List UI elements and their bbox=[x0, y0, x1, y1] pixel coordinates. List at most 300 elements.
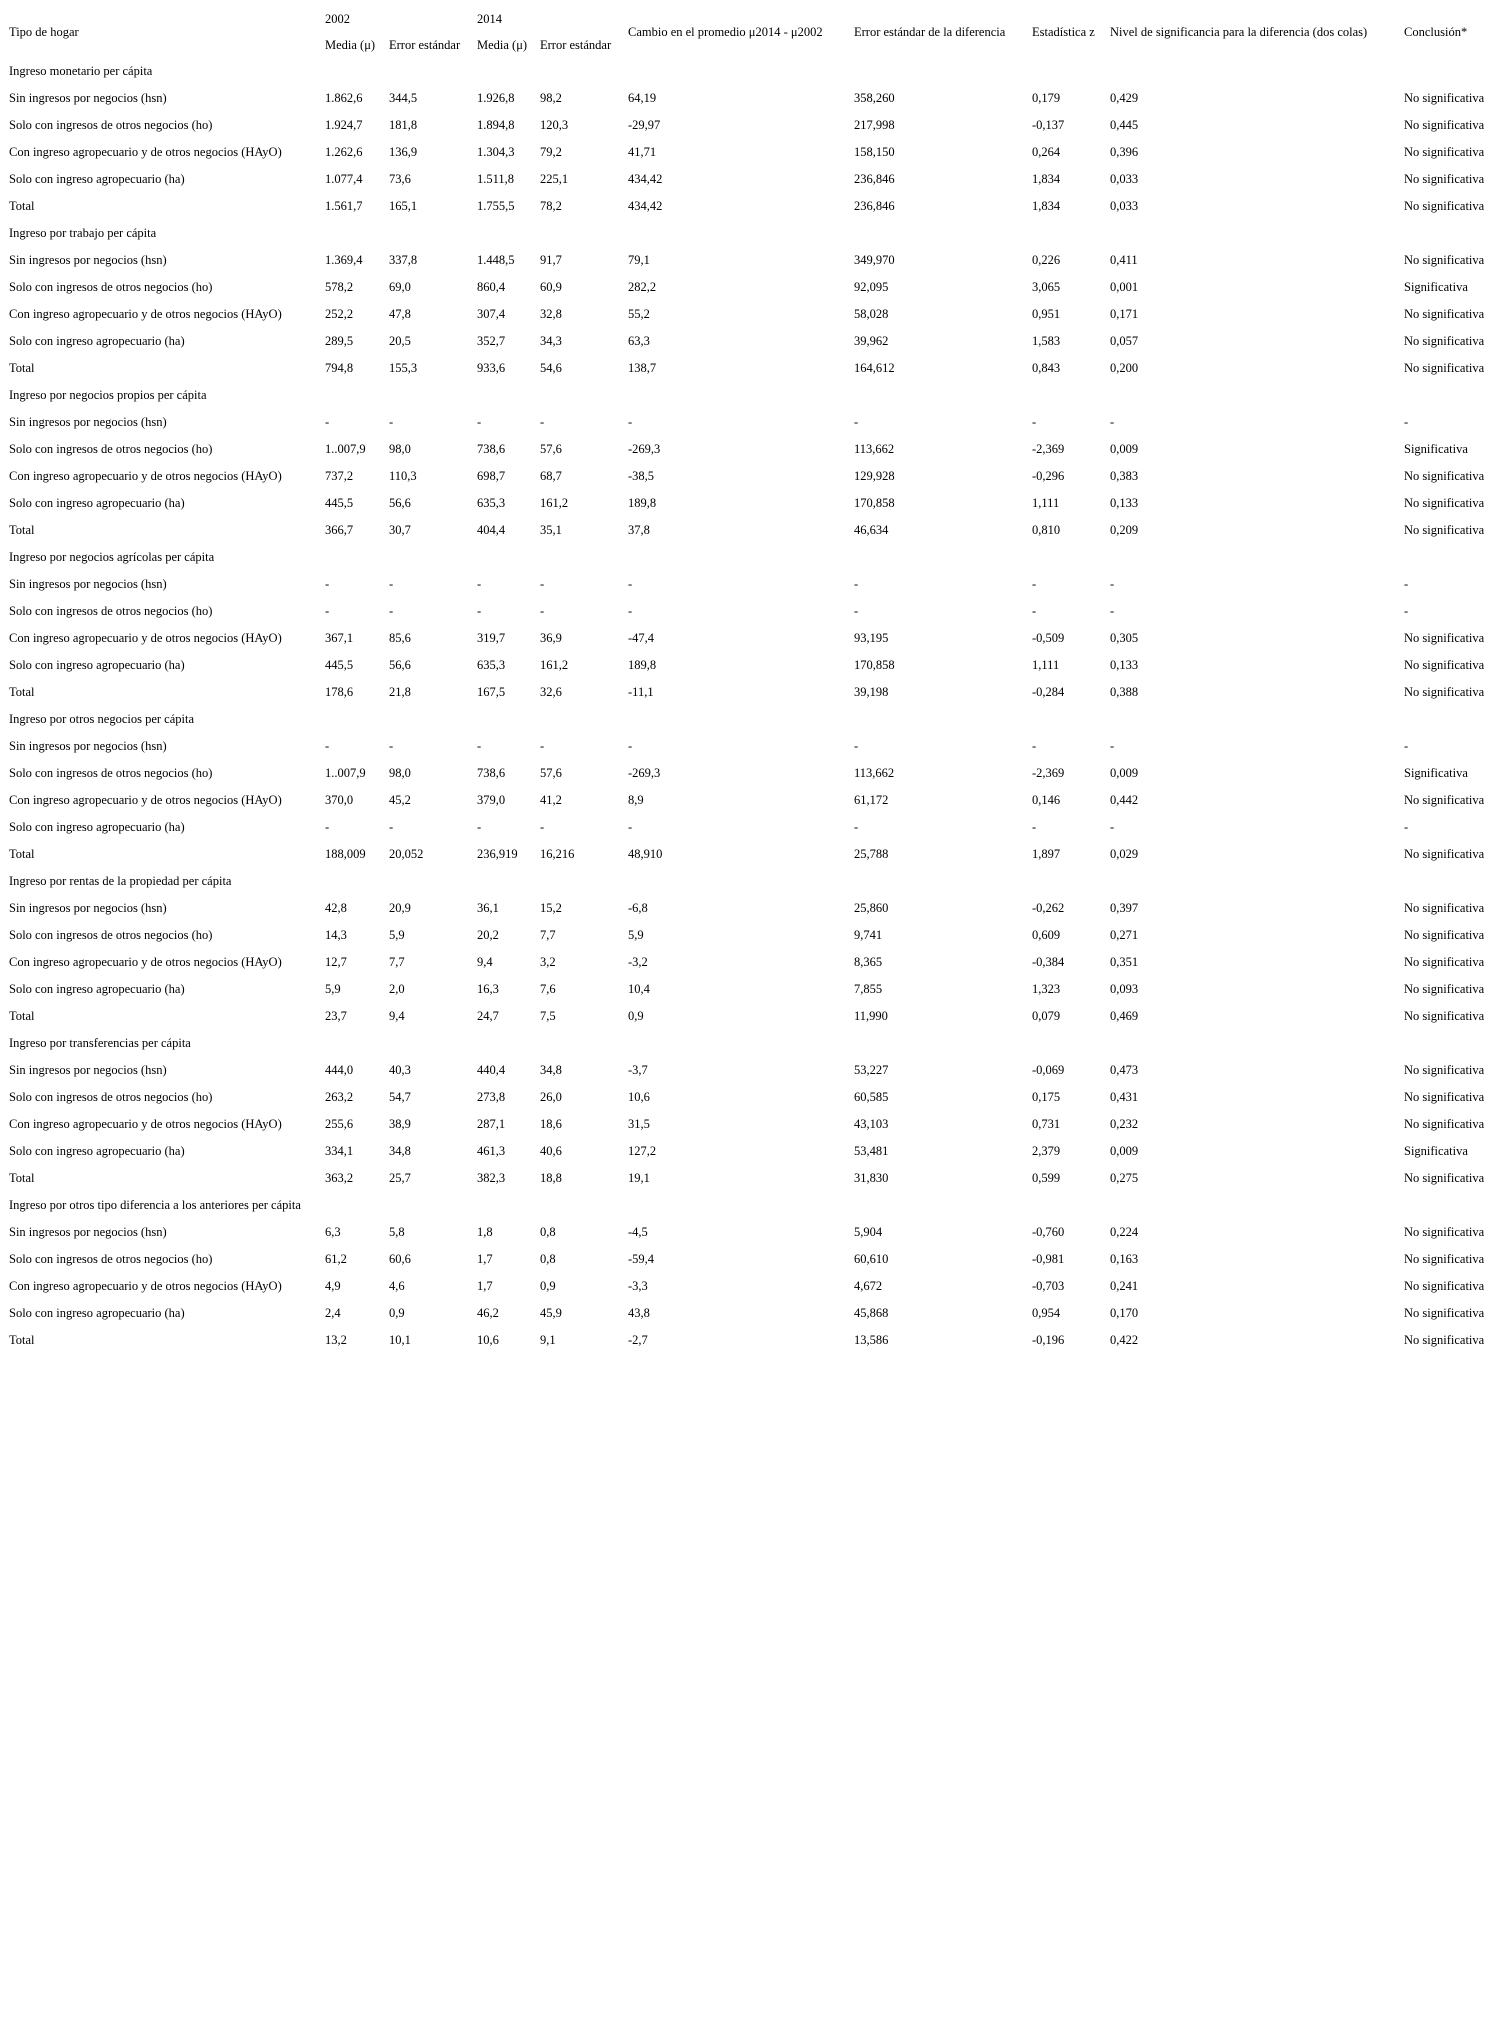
error-2002: 40,3 bbox=[389, 1063, 411, 1077]
error-diferencia: 113,662 bbox=[854, 766, 895, 780]
nivel-significancia: 0,171 bbox=[1110, 307, 1139, 321]
cambio: 37,8 bbox=[628, 523, 650, 537]
table-row bbox=[8, 652, 1495, 679]
media-2014: 10,6 bbox=[477, 1333, 499, 1347]
media-2002: 23,7 bbox=[325, 1009, 347, 1023]
media-2002: 1..007,9 bbox=[325, 442, 366, 456]
table-row bbox=[8, 301, 1495, 328]
error-2014: 57,6 bbox=[540, 766, 562, 780]
error-diferencia: 158,150 bbox=[854, 145, 895, 159]
section-title: Ingreso por otros tipo diferencia a los anteriores per cápita bbox=[9, 1198, 301, 1212]
estadistica-z: 3,065 bbox=[1032, 280, 1061, 294]
table-row bbox=[8, 112, 1495, 139]
media-2002: 1.862,6 bbox=[325, 91, 363, 105]
cambio: -4,5 bbox=[628, 1225, 648, 1239]
estadistica-z: 1,111 bbox=[1032, 658, 1060, 672]
error-2014: 0,8 bbox=[540, 1225, 556, 1239]
estadistica-z: 0,175 bbox=[1032, 1090, 1061, 1104]
conclusion: No significativa bbox=[1404, 1117, 1485, 1131]
table-row bbox=[8, 463, 1495, 490]
conclusion: No significativa bbox=[1404, 172, 1485, 186]
error-diferencia: 13,586 bbox=[854, 1333, 889, 1347]
conclusion: No significativa bbox=[1404, 253, 1485, 267]
error-2014: - bbox=[540, 415, 545, 429]
media-2014: 382,3 bbox=[477, 1171, 506, 1185]
error-2002: 45,2 bbox=[389, 793, 411, 807]
error-diferencia: 217,998 bbox=[854, 118, 895, 132]
table-row bbox=[8, 409, 1495, 436]
estadistica-z: 1,834 bbox=[1032, 172, 1061, 186]
media-2014: 698,7 bbox=[477, 469, 506, 483]
media-2014: 167,5 bbox=[477, 685, 506, 699]
media-2014: 379,0 bbox=[477, 793, 506, 807]
row-tipo-hogar: Total bbox=[9, 1333, 35, 1347]
estadistica-z: -0,262 bbox=[1032, 901, 1065, 915]
media-2002: - bbox=[325, 415, 330, 429]
cambio: 282,2 bbox=[628, 280, 657, 294]
nivel-significancia: - bbox=[1110, 739, 1115, 753]
section-title: Ingreso por negocios agrícolas per cápita bbox=[9, 550, 215, 564]
table-row bbox=[8, 625, 1495, 652]
nivel-significancia: 0,431 bbox=[1110, 1090, 1139, 1104]
error-2002: 34,8 bbox=[389, 1144, 411, 1158]
estadistica-z: 0,951 bbox=[1032, 307, 1061, 321]
media-2014: 635,3 bbox=[477, 496, 506, 510]
row-tipo-hogar: Solo con ingresos de otros negocios (ho) bbox=[9, 1252, 213, 1266]
error-2014: 18,6 bbox=[540, 1117, 562, 1131]
cambio: - bbox=[628, 739, 633, 753]
table-row bbox=[8, 841, 1495, 868]
media-2002: 289,5 bbox=[325, 334, 354, 348]
table-row bbox=[8, 787, 1495, 814]
media-2014: 16,3 bbox=[477, 982, 499, 996]
nivel-significancia: 0,232 bbox=[1110, 1117, 1139, 1131]
error-2014: 98,2 bbox=[540, 91, 562, 105]
conclusion: No significativa bbox=[1404, 793, 1485, 807]
significance-table bbox=[6, 6, 1497, 1354]
error-diferencia: - bbox=[854, 739, 859, 753]
conclusion: Significativa bbox=[1404, 1144, 1468, 1158]
nivel-significancia: 0,388 bbox=[1110, 685, 1139, 699]
estadistica-z: 0,599 bbox=[1032, 1171, 1061, 1185]
media-2002: 445,5 bbox=[325, 658, 354, 672]
error-diferencia: 43,103 bbox=[854, 1117, 889, 1131]
estadistica-z: -0,284 bbox=[1032, 685, 1065, 699]
media-2014: 933,6 bbox=[477, 361, 506, 375]
row-tipo-hogar: Total bbox=[9, 361, 35, 375]
error-2002: 10,1 bbox=[389, 1333, 411, 1347]
estadistica-z: 0,954 bbox=[1032, 1306, 1061, 1320]
error-diferencia: 170,858 bbox=[854, 658, 895, 672]
nivel-significancia: - bbox=[1110, 577, 1115, 591]
error-diferencia: 9,741 bbox=[854, 928, 883, 942]
error-2002: - bbox=[389, 739, 394, 753]
estadistica-z: - bbox=[1032, 415, 1037, 429]
cambio: - bbox=[628, 820, 633, 834]
conclusion: No significativa bbox=[1404, 685, 1485, 699]
cambio: -6,8 bbox=[628, 901, 648, 915]
section-title: Ingreso por transferencias per cápita bbox=[9, 1036, 191, 1050]
cambio: 48,910 bbox=[628, 847, 663, 861]
error-2002: - bbox=[389, 820, 394, 834]
table-row bbox=[8, 490, 1495, 517]
estadistica-z: 0,609 bbox=[1032, 928, 1061, 942]
media-2002: 5,9 bbox=[325, 982, 341, 996]
media-2002: 4,9 bbox=[325, 1279, 341, 1293]
error-2002: 98,0 bbox=[389, 442, 411, 456]
row-tipo-hogar: Total bbox=[9, 685, 35, 699]
table-row bbox=[8, 1273, 1495, 1300]
media-2002: 178,6 bbox=[325, 685, 354, 699]
cambio: 41,71 bbox=[628, 145, 657, 159]
nivel-significancia: 0,170 bbox=[1110, 1306, 1139, 1320]
error-2002: 30,7 bbox=[389, 523, 411, 537]
error-diferencia: 349,970 bbox=[854, 253, 895, 267]
error-2014: 35,1 bbox=[540, 523, 562, 537]
error-diferencia: 4,672 bbox=[854, 1279, 883, 1293]
cambio: - bbox=[628, 415, 633, 429]
table-row bbox=[8, 166, 1495, 193]
nivel-significancia: 0,093 bbox=[1110, 982, 1139, 996]
cambio: 31,5 bbox=[628, 1117, 650, 1131]
cambio: 79,1 bbox=[628, 253, 650, 267]
estadistica-z: -0,296 bbox=[1032, 469, 1065, 483]
media-2014: 287,1 bbox=[477, 1117, 506, 1131]
table-row bbox=[8, 1111, 1495, 1138]
media-2002: 1.924,7 bbox=[325, 118, 363, 132]
error-diferencia: 236,846 bbox=[854, 199, 895, 213]
media-2002: 6,3 bbox=[325, 1225, 341, 1239]
media-2014: 273,8 bbox=[477, 1090, 506, 1104]
cambio: -2,7 bbox=[628, 1333, 648, 1347]
cambio: -3,2 bbox=[628, 955, 648, 969]
table-row bbox=[8, 85, 1495, 112]
media-2002: 794,8 bbox=[325, 361, 354, 375]
media-2014: 307,4 bbox=[477, 307, 506, 321]
media-2002: 14,3 bbox=[325, 928, 347, 942]
estadistica-z: -0,137 bbox=[1032, 118, 1065, 132]
error-diferencia: - bbox=[854, 415, 859, 429]
row-tipo-hogar: Solo con ingreso agropecuario (ha) bbox=[9, 820, 185, 834]
table-row bbox=[8, 1219, 1495, 1246]
error-2014: - bbox=[540, 577, 545, 591]
estadistica-z: 0,146 bbox=[1032, 793, 1061, 807]
media-2002: 366,7 bbox=[325, 523, 354, 537]
error-diferencia: 53,481 bbox=[854, 1144, 889, 1158]
media-2014: 1,8 bbox=[477, 1225, 493, 1239]
error-diferencia: 60,610 bbox=[854, 1252, 889, 1266]
media-2014: 1,7 bbox=[477, 1279, 493, 1293]
error-diferencia: 60,585 bbox=[854, 1090, 889, 1104]
conclusion: No significativa bbox=[1404, 1333, 1485, 1347]
cambio: 64,19 bbox=[628, 91, 657, 105]
error-2014: - bbox=[540, 739, 545, 753]
error-2014: 40,6 bbox=[540, 1144, 562, 1158]
error-2014: 34,8 bbox=[540, 1063, 562, 1077]
nivel-significancia: 0,001 bbox=[1110, 280, 1139, 294]
conclusion: No significativa bbox=[1404, 928, 1485, 942]
conclusion: Significativa bbox=[1404, 280, 1468, 294]
error-diferencia: 7,855 bbox=[854, 982, 883, 996]
conclusion: No significativa bbox=[1404, 469, 1485, 483]
cambio: -47,4 bbox=[628, 631, 655, 645]
table-row bbox=[8, 139, 1495, 166]
conclusion: - bbox=[1404, 415, 1409, 429]
media-2014: 236,919 bbox=[477, 847, 518, 861]
error-2014: - bbox=[540, 604, 545, 618]
error-2002: 20,9 bbox=[389, 901, 411, 915]
header-tipo-hogar: Tipo de hogar bbox=[9, 24, 79, 39]
estadistica-z: -0,069 bbox=[1032, 1063, 1065, 1077]
error-2002: 344,5 bbox=[389, 91, 418, 105]
row-tipo-hogar: Con ingreso agropecuario y de otros negocios (HAyO) bbox=[9, 307, 282, 321]
nivel-significancia: 0,469 bbox=[1110, 1009, 1139, 1023]
nivel-significancia: 0,224 bbox=[1110, 1225, 1139, 1239]
estadistica-z: -0,509 bbox=[1032, 631, 1065, 645]
error-2002: 54,7 bbox=[389, 1090, 411, 1104]
row-tipo-hogar: Solo con ingreso agropecuario (ha) bbox=[9, 982, 185, 996]
row-tipo-hogar: Total bbox=[9, 1171, 35, 1185]
estadistica-z: 1,834 bbox=[1032, 199, 1061, 213]
media-2002: 188,009 bbox=[325, 847, 366, 861]
conclusion: No significativa bbox=[1404, 1171, 1485, 1185]
error-diferencia: 53,227 bbox=[854, 1063, 889, 1077]
error-2002: 20,052 bbox=[389, 847, 424, 861]
table-row bbox=[8, 571, 1495, 598]
media-2002: 334,1 bbox=[325, 1144, 354, 1158]
estadistica-z: 0,226 bbox=[1032, 253, 1061, 267]
estadistica-z: 1,323 bbox=[1032, 982, 1061, 996]
cambio: 189,8 bbox=[628, 496, 657, 510]
row-tipo-hogar: Sin ingresos por negocios (hsn) bbox=[9, 1225, 167, 1239]
media-2014: 1.448,5 bbox=[477, 253, 515, 267]
row-tipo-hogar: Sin ingresos por negocios (hsn) bbox=[9, 253, 167, 267]
conclusion: No significativa bbox=[1404, 847, 1485, 861]
conclusion: No significativa bbox=[1404, 901, 1485, 915]
media-2002: 1.561,7 bbox=[325, 199, 363, 213]
media-2014: - bbox=[477, 820, 482, 834]
error-2002: 47,8 bbox=[389, 307, 411, 321]
error-2014: 7,6 bbox=[540, 982, 556, 996]
error-2002: 9,4 bbox=[389, 1009, 405, 1023]
conclusion: Significativa bbox=[1404, 442, 1468, 456]
error-diferencia: 5,904 bbox=[854, 1225, 883, 1239]
estadistica-z: - bbox=[1032, 820, 1037, 834]
media-2014: - bbox=[477, 577, 482, 591]
nivel-significancia: 0,411 bbox=[1110, 253, 1138, 267]
error-2014: 57,6 bbox=[540, 442, 562, 456]
cambio: -269,3 bbox=[628, 766, 661, 780]
error-diferencia: 164,612 bbox=[854, 361, 895, 375]
row-tipo-hogar: Con ingreso agropecuario y de otros negocios (HAyO) bbox=[9, 1117, 282, 1131]
section-header-row bbox=[8, 58, 1495, 85]
error-diferencia: 170,858 bbox=[854, 496, 895, 510]
nivel-significancia: - bbox=[1110, 820, 1115, 834]
table-row bbox=[8, 1300, 1495, 1327]
media-2002: 370,0 bbox=[325, 793, 354, 807]
media-2002: 263,2 bbox=[325, 1090, 354, 1104]
conclusion: No significativa bbox=[1404, 658, 1485, 672]
nivel-significancia: 0,241 bbox=[1110, 1279, 1139, 1293]
table-row bbox=[8, 193, 1495, 220]
cambio: 434,42 bbox=[628, 199, 663, 213]
error-diferencia: 31,830 bbox=[854, 1171, 889, 1185]
estadistica-z: 0,079 bbox=[1032, 1009, 1061, 1023]
error-2014: 0,8 bbox=[540, 1252, 556, 1266]
table-row bbox=[8, 1003, 1495, 1030]
section-header-row bbox=[8, 220, 1495, 247]
estadistica-z: - bbox=[1032, 739, 1037, 753]
nivel-significancia: 0,473 bbox=[1110, 1063, 1139, 1077]
estadistica-z: 0,810 bbox=[1032, 523, 1061, 537]
header-error-2002: Error estándar bbox=[389, 37, 461, 52]
section-title: Ingreso por trabajo per cápita bbox=[9, 226, 157, 240]
nivel-significancia: 0,351 bbox=[1110, 955, 1139, 969]
error-2002: 136,9 bbox=[389, 145, 418, 159]
error-2014: 16,216 bbox=[540, 847, 575, 861]
media-2014: 319,7 bbox=[477, 631, 506, 645]
row-tipo-hogar: Solo con ingresos de otros negocios (ho) bbox=[9, 928, 213, 942]
error-diferencia: 113,662 bbox=[854, 442, 895, 456]
media-2002: 42,8 bbox=[325, 901, 347, 915]
cambio: 127,2 bbox=[628, 1144, 657, 1158]
error-diferencia: 11,990 bbox=[854, 1009, 888, 1023]
error-2002: 5,9 bbox=[389, 928, 405, 942]
conclusion: - bbox=[1404, 820, 1409, 834]
conclusion: - bbox=[1404, 577, 1409, 591]
media-2002: - bbox=[325, 577, 330, 591]
nivel-significancia: 0,383 bbox=[1110, 469, 1139, 483]
error-2014: 26,0 bbox=[540, 1090, 562, 1104]
media-2002: - bbox=[325, 739, 330, 753]
row-tipo-hogar: Solo con ingreso agropecuario (ha) bbox=[9, 1144, 185, 1158]
media-2002: 1..007,9 bbox=[325, 766, 366, 780]
error-diferencia: 46,634 bbox=[854, 523, 889, 537]
nivel-significancia: - bbox=[1110, 415, 1115, 429]
nivel-significancia: 0,057 bbox=[1110, 334, 1139, 348]
conclusion: No significativa bbox=[1404, 631, 1485, 645]
header-year-2014: 2014 bbox=[477, 11, 502, 26]
estadistica-z: 0,264 bbox=[1032, 145, 1061, 159]
media-2002: - bbox=[325, 820, 330, 834]
conclusion: No significativa bbox=[1404, 523, 1485, 537]
table-row bbox=[8, 949, 1495, 976]
conclusion: No significativa bbox=[1404, 1252, 1485, 1266]
nivel-significancia: 0,009 bbox=[1110, 442, 1139, 456]
nivel-significancia: 0,442 bbox=[1110, 793, 1139, 807]
error-2002: 0,9 bbox=[389, 1306, 405, 1320]
media-2014: 860,4 bbox=[477, 280, 506, 294]
error-diferencia: - bbox=[854, 577, 859, 591]
nivel-significancia: 0,445 bbox=[1110, 118, 1139, 132]
cambio: 63,3 bbox=[628, 334, 650, 348]
header-error-diferencia: Error estándar de la diferencia bbox=[854, 24, 1006, 39]
estadistica-z: 1,583 bbox=[1032, 334, 1061, 348]
nivel-significancia: 0,163 bbox=[1110, 1252, 1139, 1266]
table-row bbox=[8, 517, 1495, 544]
error-2014: 32,8 bbox=[540, 307, 562, 321]
media-2014: 404,4 bbox=[477, 523, 506, 537]
estadistica-z: - bbox=[1032, 604, 1037, 618]
error-2014: 41,2 bbox=[540, 793, 562, 807]
conclusion: No significativa bbox=[1404, 1090, 1485, 1104]
error-2002: 2,0 bbox=[389, 982, 405, 996]
table-row bbox=[8, 976, 1495, 1003]
table-row bbox=[8, 274, 1495, 301]
table-row bbox=[8, 814, 1495, 841]
error-2002: 73,6 bbox=[389, 172, 411, 186]
error-2014: 91,7 bbox=[540, 253, 562, 267]
row-tipo-hogar: Total bbox=[9, 523, 35, 537]
row-tipo-hogar: Sin ingresos por negocios (hsn) bbox=[9, 577, 167, 591]
cambio: 0,9 bbox=[628, 1009, 644, 1023]
header-cambio: Cambio en el promedio μ2014 - μ2002 bbox=[628, 24, 823, 39]
section-title: Ingreso por otros negocios per cápita bbox=[9, 712, 195, 726]
nivel-significancia: 0,033 bbox=[1110, 199, 1139, 213]
conclusion: No significativa bbox=[1404, 955, 1485, 969]
cambio: 19,1 bbox=[628, 1171, 650, 1185]
conclusion: No significativa bbox=[1404, 334, 1485, 348]
cambio: - bbox=[628, 604, 633, 618]
row-tipo-hogar: Con ingreso agropecuario y de otros negocios (HAyO) bbox=[9, 793, 282, 807]
error-2002: 21,8 bbox=[389, 685, 411, 699]
media-2014: 1.511,8 bbox=[477, 172, 515, 186]
row-tipo-hogar: Con ingreso agropecuario y de otros negocios (HAyO) bbox=[9, 145, 282, 159]
error-diferencia: 92,095 bbox=[854, 280, 889, 294]
conclusion: - bbox=[1404, 604, 1409, 618]
section-header-row bbox=[8, 382, 1495, 409]
media-2014: - bbox=[477, 604, 482, 618]
error-2002: 69,0 bbox=[389, 280, 411, 294]
media-2014: 738,6 bbox=[477, 766, 506, 780]
nivel-significancia: 0,009 bbox=[1110, 766, 1139, 780]
section-header-row bbox=[8, 1192, 1495, 1219]
cambio: 43,8 bbox=[628, 1306, 650, 1320]
media-2002: 367,1 bbox=[325, 631, 354, 645]
section-title: Ingreso por negocios propios per cápita bbox=[9, 388, 207, 402]
estadistica-z: 1,897 bbox=[1032, 847, 1061, 861]
media-2002: - bbox=[325, 604, 330, 618]
estadistica-z: -0,981 bbox=[1032, 1252, 1065, 1266]
error-2014: 15,2 bbox=[540, 901, 562, 915]
cambio: -38,5 bbox=[628, 469, 655, 483]
nivel-significancia: - bbox=[1110, 604, 1115, 618]
row-tipo-hogar: Solo con ingreso agropecuario (ha) bbox=[9, 1306, 185, 1320]
media-2014: 9,4 bbox=[477, 955, 493, 969]
row-tipo-hogar: Solo con ingresos de otros negocios (ho) bbox=[9, 442, 213, 456]
section-header-row bbox=[8, 868, 1495, 895]
media-2002: 1.077,4 bbox=[325, 172, 363, 186]
estadistica-z: -0,703 bbox=[1032, 1279, 1065, 1293]
error-2002: 110,3 bbox=[389, 469, 417, 483]
table-row bbox=[8, 1138, 1495, 1165]
media-2014: 440,4 bbox=[477, 1063, 506, 1077]
nivel-significancia: 0,029 bbox=[1110, 847, 1139, 861]
error-2002: - bbox=[389, 577, 394, 591]
cambio: 189,8 bbox=[628, 658, 657, 672]
error-2014: 34,3 bbox=[540, 334, 562, 348]
error-diferencia: 39,962 bbox=[854, 334, 889, 348]
estadistica-z: 0,179 bbox=[1032, 91, 1061, 105]
media-2014: 1.926,8 bbox=[477, 91, 515, 105]
nivel-significancia: 0,275 bbox=[1110, 1171, 1139, 1185]
row-tipo-hogar: Sin ingresos por negocios (hsn) bbox=[9, 91, 167, 105]
media-2014: 24,7 bbox=[477, 1009, 499, 1023]
nivel-significancia: 0,305 bbox=[1110, 631, 1139, 645]
nivel-significancia: 0,033 bbox=[1110, 172, 1139, 186]
header-error-2014: Error estándar bbox=[540, 37, 612, 52]
media-2002: 444,0 bbox=[325, 1063, 354, 1077]
